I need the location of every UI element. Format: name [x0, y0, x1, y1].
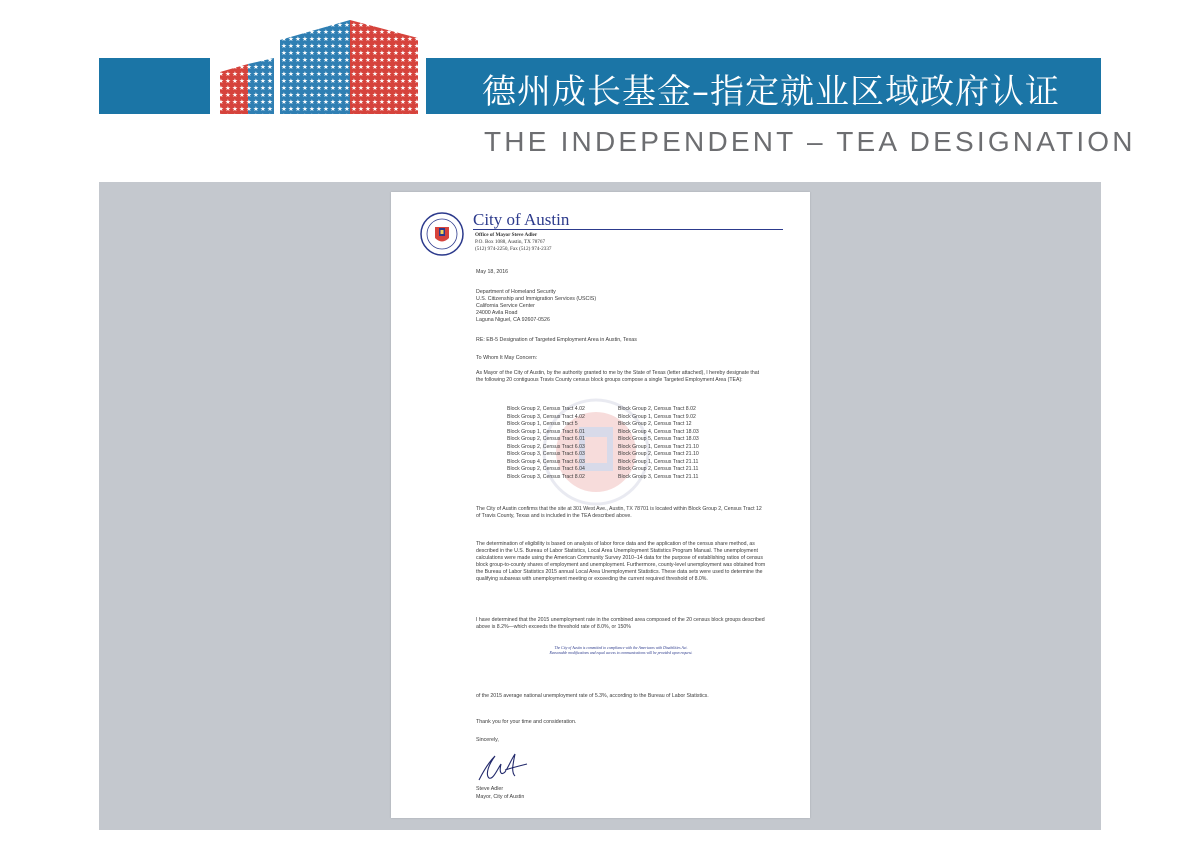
footer-note-line: Reasonable modifications and equal access to communications will be provided upon request. — [549, 650, 693, 655]
block-group-row — [507, 414, 699, 422]
recipient-block — [476, 289, 596, 324]
building-logo — [210, 14, 422, 114]
block-group-row — [507, 429, 699, 437]
block-group-cell: Block Group 3, Census Tract 4.02 — [507, 413, 585, 420]
block-group-cell: Block Group 2, Census Tract 12 — [618, 421, 692, 428]
block-group-cell: Block Group 1, Census Tract 9.02 — [618, 413, 696, 420]
recipient-line: Laguna Niguel, CA 92607-0526 — [476, 317, 550, 323]
thanks-line: Thank you for your time and consideration. — [476, 719, 577, 725]
block-group-cell: Block Group 2, Census Tract 6.03 — [507, 443, 585, 450]
block-group-cell: Block Group 1, Census Tract 21.10 — [618, 443, 699, 450]
block-group-row — [507, 406, 699, 414]
block-group-cell: Block Group 3, Census Tract 6.03 — [507, 451, 585, 458]
block-group-cell: Block Group 2, Census Tract 21.10 — [618, 451, 699, 458]
block-group-cell: Block Group 4, Census Tract 18.03 — [618, 428, 699, 435]
block-group-row — [507, 436, 699, 444]
letter-date: May 18, 2016 — [476, 269, 509, 275]
block-group-cell: Block Group 2, Census Tract 4.02 — [507, 406, 585, 412]
block-group-row — [507, 466, 699, 474]
closing: Sincerely, — [476, 737, 499, 743]
recipient-line: California Service Center — [476, 303, 535, 309]
block-group-cell: Block Group 2, Census Tract 21.11 — [618, 466, 699, 473]
header-band — [426, 58, 1101, 114]
page-footer-note — [496, 646, 746, 656]
block-group-cell: Block Group 1, Census Tract 5 — [507, 421, 578, 428]
block-group-row — [507, 451, 699, 459]
recipient-line: Department of Homeland Security — [476, 289, 556, 295]
signer-title: Mayor, City of Austin — [476, 794, 525, 800]
salutation: To Whom It May Concern: — [476, 355, 538, 361]
block-group-cell: Block Group 2, Census Tract 6.04 — [507, 466, 585, 473]
block-group-cell: Block Group 2, Census Tract 6.01 — [507, 436, 585, 443]
paragraph-authority: As Mayor of the City of Austin, by the authority granted to me by the State of Texas (letter attached), I hereby designate that the following 20 contiguous Travis County census block groups compose a single Targeted Employment Area (TEA): — [476, 370, 760, 384]
re-line: RE: EB-5 Designation of Targeted Employment Area in Austin, Texas — [476, 337, 637, 343]
letter-page — [391, 192, 810, 818]
block-group-list — [507, 406, 699, 481]
letterhead-phone: (512) 974-2250, Fax (512) 974-2337 — [475, 245, 552, 252]
recipient-line: U.S. Citizenship and Immigration Services (USCIS) — [476, 296, 597, 302]
block-group-cell: Block Group 2, Census Tract 8.02 — [618, 406, 696, 412]
header-subtitle: THE INDEPENDENT – TEA DESIGNATION — [484, 126, 1136, 157]
signer-name: Steve Adler — [476, 786, 504, 792]
block-group-cell: Block Group 3, Census Tract 21.11 — [618, 473, 699, 480]
paragraph-methodology: The determination of eligibility is based on analysis of labor force data and the application of the census share method, as described in the U.S. Bureau of Labor Statistics, Local Area Unemployment Statistics Program Manual. The unemployment calculations were made using the American Community Survey 2010–14 data for the purpose of establishing ratios of census block group-to-county shares of employment and unemployment. Furthermore, county-level unemployment was obtained from the Bureau of Labor Statistics 2015 annual Local Area Unemployment Statistics. These data sets were used to determine the qualifying subareas with unemployment meeting or exceeding the current required threshold of 8.0%. — [476, 541, 766, 583]
block-group-row — [507, 444, 699, 452]
letterhead-office: Office of Mayor Steve Adler — [475, 232, 538, 238]
block-group-cell: Block Group 1, Census Tract 21.11 — [618, 458, 699, 465]
letterhead-city: City of Austin — [473, 210, 570, 229]
letterhead-office-block — [475, 232, 552, 252]
block-group-row — [507, 421, 699, 429]
paragraph-site: The City of Austin confirms that the site at 301 West Ave., Austin, TX 78701 is located within Block Group 2, Census Tract 12 of Travis County, Texas and is included in the TEA described above. — [476, 506, 762, 520]
letterhead-address: P.O. Box 1088, Austin, TX 78767 — [475, 238, 546, 245]
block-group-row — [507, 474, 699, 482]
header-title: 德州成长基金–指定就业区域政府认证 — [482, 72, 1060, 112]
paragraph-national-rate: of the 2015 average national unemployment rate of 5.3%, according to the Bureau of Labor Statistics. — [476, 693, 709, 699]
city-seal-icon — [420, 212, 464, 256]
recipient-line: 24000 Avila Road — [476, 310, 518, 316]
block-group-cell: Block Group 5, Census Tract 18.03 — [618, 436, 699, 443]
paragraph-determination: I have determined that the 2015 unemployment rate in the combined area composed of the 20 census block groups described above is 8.2%—which exceeds the threshold rate of 8.0%, or 150% — [476, 617, 765, 631]
footer-note-line: The City of Austin is committed to compliance with the Americans with Disabilities Act. — [554, 646, 688, 650]
block-group-cell: Block Group 1, Census Tract 6.01 — [507, 428, 585, 435]
block-group-cell: Block Group 3, Census Tract 8.02 — [507, 473, 585, 480]
block-group-row — [507, 459, 699, 467]
signature-icon — [475, 750, 535, 786]
letterhead-rule — [473, 229, 783, 230]
header-band-left — [99, 58, 210, 114]
block-group-cell: Block Group 4, Census Tract 6.03 — [507, 458, 585, 465]
